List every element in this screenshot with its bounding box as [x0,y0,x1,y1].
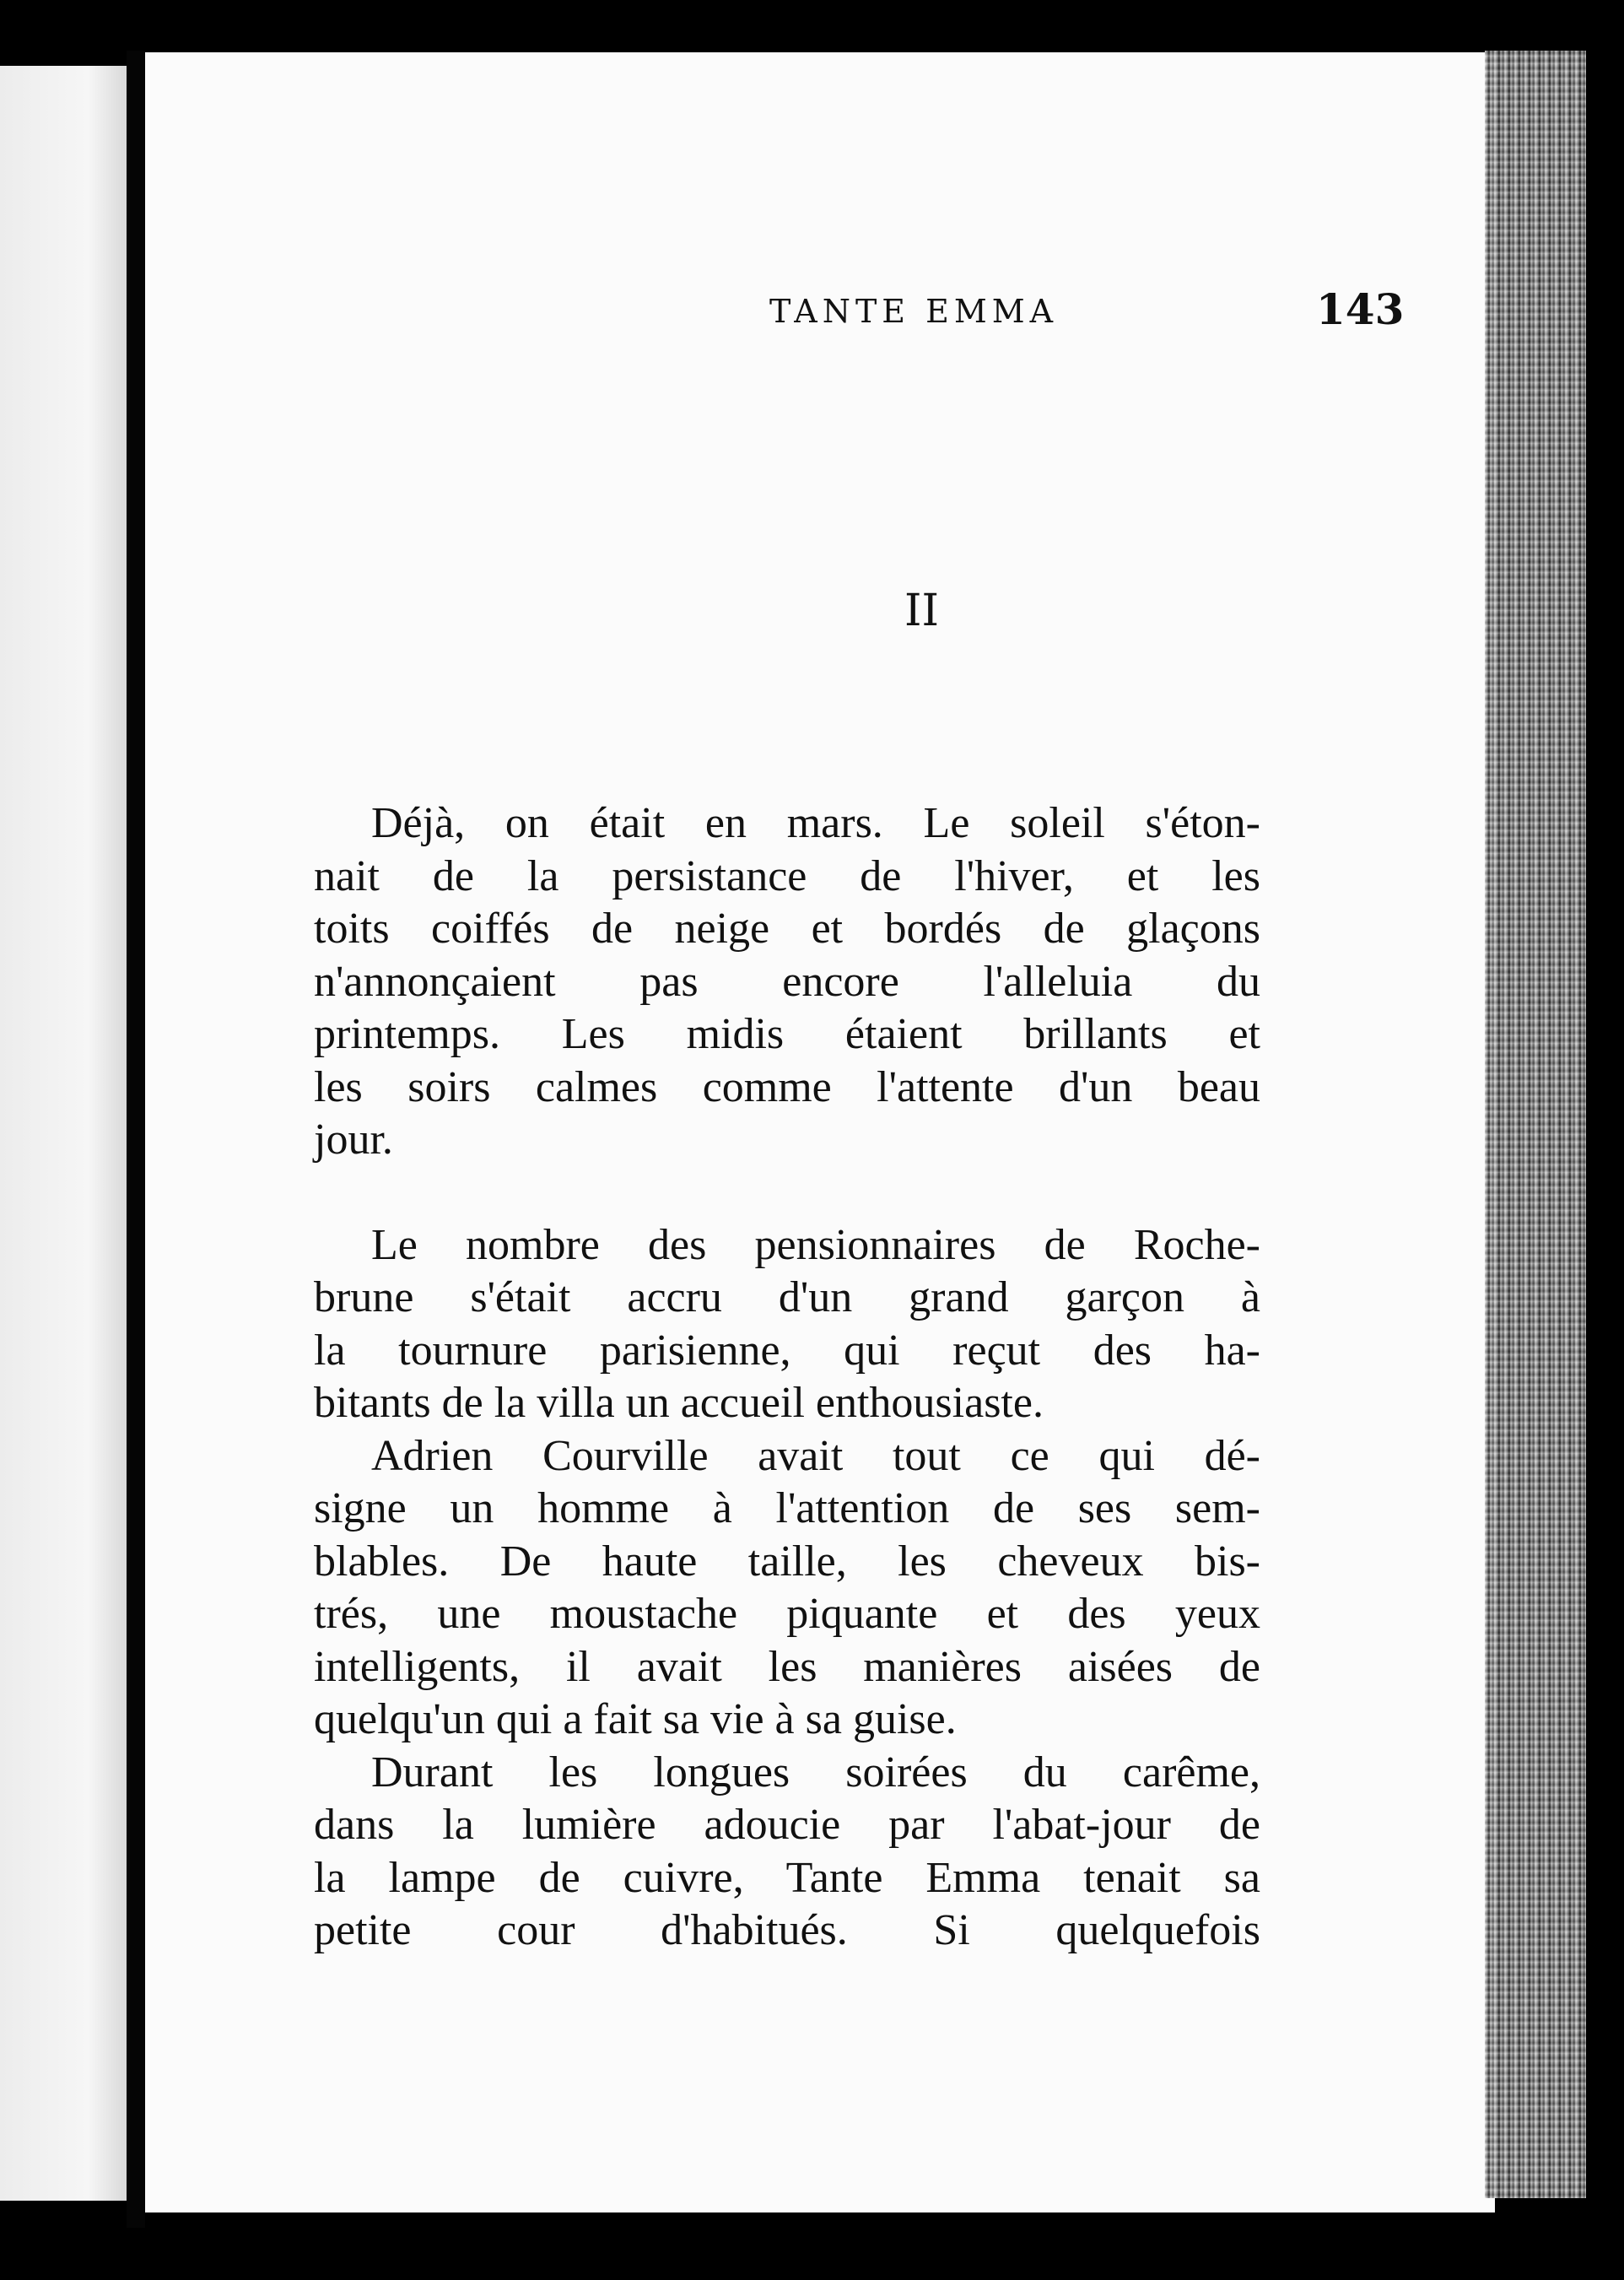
running-head [145,284,1495,335]
paragraph-gap [314,1167,1260,1219]
text-line: Adrien Courville avait tout ce qui dé- [371,1431,1260,1480]
running-title: TANTE EMMA [769,293,1059,330]
text-line: trés, une moustache piquante et des yeux [314,1590,1260,1638]
book-spine [127,51,145,2228]
text-line: signe un homme à l'attention de ses sem- [314,1484,1260,1532]
text-line: Le nombre des pensionnaires de Roche- [371,1220,1260,1269]
text-line: quelqu'un qui a fait sa vie à sa guise. [314,1695,957,1743]
text-line: la lampe de cuivre, Tante Emma tenait sa [314,1853,1260,1902]
chapter-number: II [904,586,940,636]
page-block-edge [1485,51,1586,2198]
text-line: jour. [314,1116,393,1164]
text-line: bitants de la villa un accueil enthousiaste. [314,1379,1044,1427]
text-line: Déjà, on était en mars. Le soleil s'éton- [371,799,1260,847]
paragraph [314,1430,1260,1747]
text-line: toits coiffés de neige et bordés de glaçons [314,905,1260,953]
text-line: dans la lumière adoucie par l'abat-jour de [314,1801,1260,1849]
paragraph [314,1747,1260,1958]
text-line: les soirs calmes comme l'attente d'un beau [314,1062,1260,1111]
text-line: brune s'était accru d'un grand garçon à [314,1273,1260,1321]
page-number: 143 [1316,284,1405,334]
text-line: petite cour d'habitués. Si quelquefois [314,1906,1260,1954]
text-line: printemps. Les midis étaient brillants et [314,1010,1260,1058]
body-text [314,797,1260,1958]
text-line: n'annonçaient pas encore l'alleluia du [314,957,1260,1006]
text-line: blables. De haute taille, les cheveux bis- [314,1537,1260,1586]
text-line: Durant les longues soirées du carême, [371,1748,1260,1796]
previous-page-edge [0,66,127,2201]
paragraph [314,797,1260,1167]
paragraph [314,1219,1260,1430]
text-line: nait de la persistance de l'hiver, et les [314,851,1260,900]
text-line: intelligents, il avait les manières aisées de [314,1642,1260,1691]
text-line: la tournure parisienne, qui reçut des ha- [314,1326,1260,1375]
